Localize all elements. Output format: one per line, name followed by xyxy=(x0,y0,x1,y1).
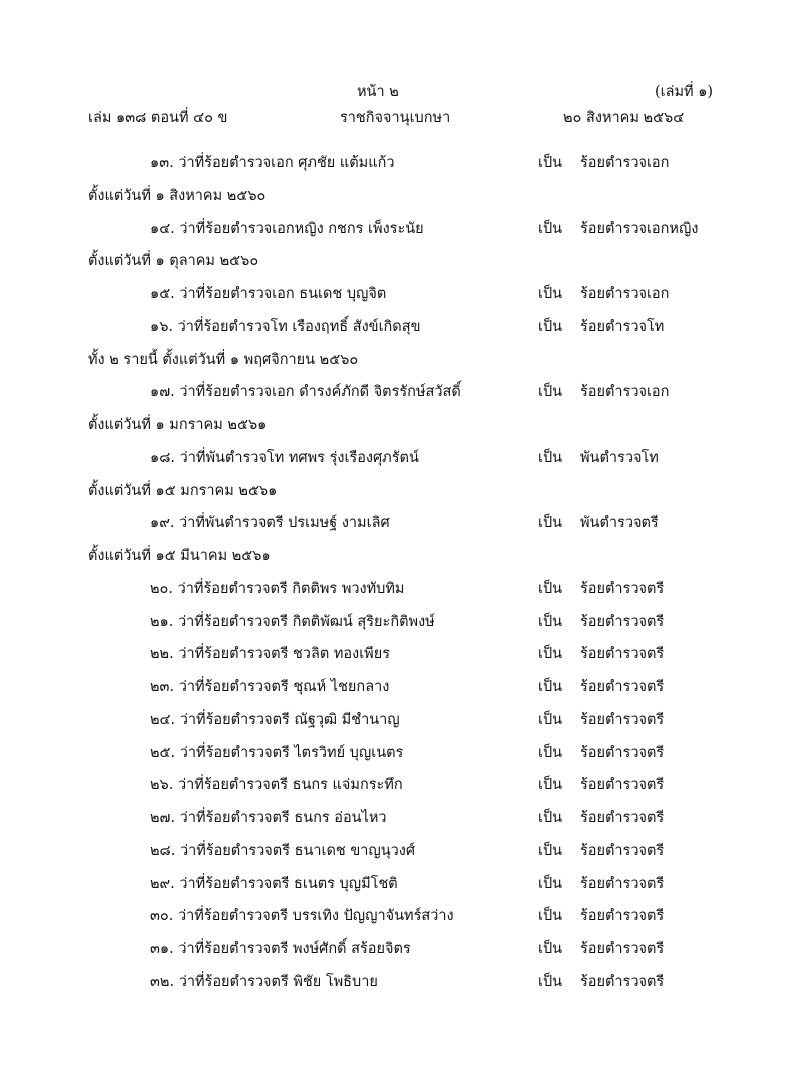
appointed-rank: พันตำรวจโท xyxy=(580,450,659,466)
appointed-rank: ร้อยตำรวจเอก xyxy=(580,286,670,302)
appointed-as-label: เป็น xyxy=(538,515,563,531)
appointed-as-label: เป็น xyxy=(538,221,563,237)
appointee-name: ๑๖. ว่าที่ร้อยตำรวจโท เรืองฤทธิ์ สังข์เกิดสุข xyxy=(150,319,421,335)
appointed-as-label: เป็น xyxy=(538,843,563,859)
appointee-name: ๒๑. ว่าที่ร้อยตำรวจตรี กิตติพัฒน์ สุริยะกิติพงษ์ xyxy=(150,614,435,630)
appointed-as-label: เป็น xyxy=(538,745,563,761)
appointee-name: ๑๓. ว่าที่ร้อยตำรวจเอก ศุภชัย แต้มแก้ว xyxy=(150,155,395,171)
appointed-as-label: เป็น xyxy=(538,286,563,302)
page-number: หน้า ๒ xyxy=(357,84,399,100)
appointed-as-label: เป็น xyxy=(538,679,563,695)
appointed-rank: ร้อยตำรวจโท xyxy=(580,319,665,335)
appointed-as-label: เป็น xyxy=(538,974,563,990)
appointed-rank: ร้อยตำรวจตรี xyxy=(580,646,665,662)
appointed-as-label: เป็น xyxy=(538,646,563,662)
appointee-name: ๓๒. ว่าที่ร้อยตำรวจตรี พิชัย โพธิบาย xyxy=(150,974,378,990)
appointed-as-label: เป็น xyxy=(538,908,563,924)
appointed-rank: ร้อยตำรวจตรี xyxy=(580,581,665,597)
appointee-name: ๑๗. ว่าที่ร้อยตำรวจเอก ดำรงค์ภักดี จิตรรักษ์สวัสดิ์ xyxy=(150,384,461,400)
appointee-name: ๒๘. ว่าที่ร้อยตำรวจตรี ธนาเดช ขาญนุวงศ์ xyxy=(150,843,416,859)
appointed-rank: พันตำรวจตรี xyxy=(580,515,659,531)
appointed-rank: ร้อยตำรวจตรี xyxy=(580,745,665,761)
appointed-as-label: เป็น xyxy=(538,384,563,400)
appointee-name: ๒๖. ว่าที่ร้อยตำรวจตรี ธนกร แจ่มกระทึก xyxy=(150,777,403,793)
issue-number: เล่ม ๑๓๘ ตอนที่ ๔๐ ข xyxy=(88,110,228,126)
appointed-rank: ร้อยตำรวจเอก xyxy=(580,384,670,400)
appointed-as-label: เป็น xyxy=(538,581,563,597)
appointed-rank: ร้อยตำรวจตรี xyxy=(580,941,665,957)
effective-date-note: ทั้ง ๒ รายนี้ ตั้งแต่วันที่ ๑ พฤศจิกายน ๒๕๖๐ xyxy=(88,352,359,368)
appointed-rank: ร้อยตำรวจเอก xyxy=(580,155,670,171)
appointed-rank: ร้อยตำรวจตรี xyxy=(580,876,665,892)
appointed-as-label: เป็น xyxy=(538,712,563,728)
appointed-as-label: เป็น xyxy=(538,876,563,892)
effective-date-note: ตั้งแต่วันที่ ๑ ตุลาคม ๒๕๖๐ xyxy=(88,253,259,269)
appointed-rank: ร้อยตำรวจตรี xyxy=(580,810,665,826)
appointed-rank: ร้อยตำรวจตรี xyxy=(580,614,665,630)
appointed-rank: ร้อยตำรวจตรี xyxy=(580,908,665,924)
appointed-as-label: เป็น xyxy=(538,450,563,466)
appointee-name: ๒๒. ว่าที่ร้อยตำรวจตรี ชวลิต ทองเพียร xyxy=(150,646,391,662)
appointee-name: ๑๕. ว่าที่ร้อยตำรวจเอก ธนเดช บุญจิต xyxy=(150,286,387,302)
appointed-as-label: เป็น xyxy=(538,810,563,826)
effective-date-note: ตั้งแต่วันที่ ๑ มกราคม ๒๕๖๑ xyxy=(88,417,267,433)
effective-date-note: ตั้งแต่วันที่ ๑๕ มกราคม ๒๕๖๑ xyxy=(88,483,278,499)
appointed-as-label: เป็น xyxy=(538,155,563,171)
appointee-name: ๑๔. ว่าที่ร้อยตำรวจเอกหญิง กชกร เพ็งระนัย xyxy=(150,221,424,237)
appointed-rank: ร้อยตำรวจตรี xyxy=(580,843,665,859)
appointed-as-label: เป็น xyxy=(538,941,563,957)
appointed-rank: ร้อยตำรวจตรี xyxy=(580,712,665,728)
appointee-name: ๒๔. ว่าที่ร้อยตำรวจตรี ณัฐวุฒิ มีชำนาญ xyxy=(150,712,400,728)
appointed-rank: ร้อยตำรวจเอกหญิง xyxy=(580,221,699,237)
appointed-rank: ร้อยตำรวจตรี xyxy=(580,679,665,695)
appointee-name: ๑๙. ว่าที่พันตำรวจตรี ปรเมษฐ์ งามเลิศ xyxy=(150,515,390,531)
appointee-name: ๒๓. ว่าที่ร้อยตำรวจตรี ชุณห์ ไชยกลาง xyxy=(150,679,390,695)
appointee-name: ๒๗. ว่าที่ร้อยตำรวจตรี ธนกร อ่อนไหว xyxy=(150,810,387,826)
appointed-as-label: เป็น xyxy=(538,614,563,630)
appointee-name: ๓๑. ว่าที่ร้อยตำรวจตรี พงษ์ศักดิ์ สร้อยจิตร xyxy=(150,941,411,957)
gazette-name: ราชกิจจานุเบกษา xyxy=(340,110,451,126)
appointed-rank: ร้อยตำรวจตรี xyxy=(580,777,665,793)
appointee-name: ๒๕. ว่าที่ร้อยตำรวจตรี ไตรวิทย์ บุญเนตร xyxy=(150,745,404,761)
effective-date-note: ตั้งแต่วันที่ ๑ สิงหาคม ๒๕๖๐ xyxy=(88,188,266,204)
effective-date-note: ตั้งแต่วันที่ ๑๕ มีนาคม ๒๕๖๑ xyxy=(88,548,271,564)
volume-note: (เล่มที่ ๑) xyxy=(655,84,714,100)
appointed-rank: ร้อยตำรวจตรี xyxy=(580,974,665,990)
appointee-name: ๒๙. ว่าที่ร้อยตำรวจตรี ธเนตร บุญมีโชติ xyxy=(150,876,398,892)
appointee-name: ๑๘. ว่าที่พันตำรวจโท ทศพร รุ่งเรืองศุภรัตน์ xyxy=(150,450,419,466)
appointee-name: ๓๐. ว่าที่ร้อยตำรวจตรี บรรเทิง ปัญญาจันทร์สว่าง xyxy=(150,908,454,924)
appointed-as-label: เป็น xyxy=(538,319,563,335)
issue-date: ๒๐ สิงหาคม ๒๕๖๔ xyxy=(563,110,685,126)
appointee-name: ๒๐. ว่าที่ร้อยตำรวจตรี กิตติพร พวงทับทิม xyxy=(150,581,405,597)
appointed-as-label: เป็น xyxy=(538,777,563,793)
